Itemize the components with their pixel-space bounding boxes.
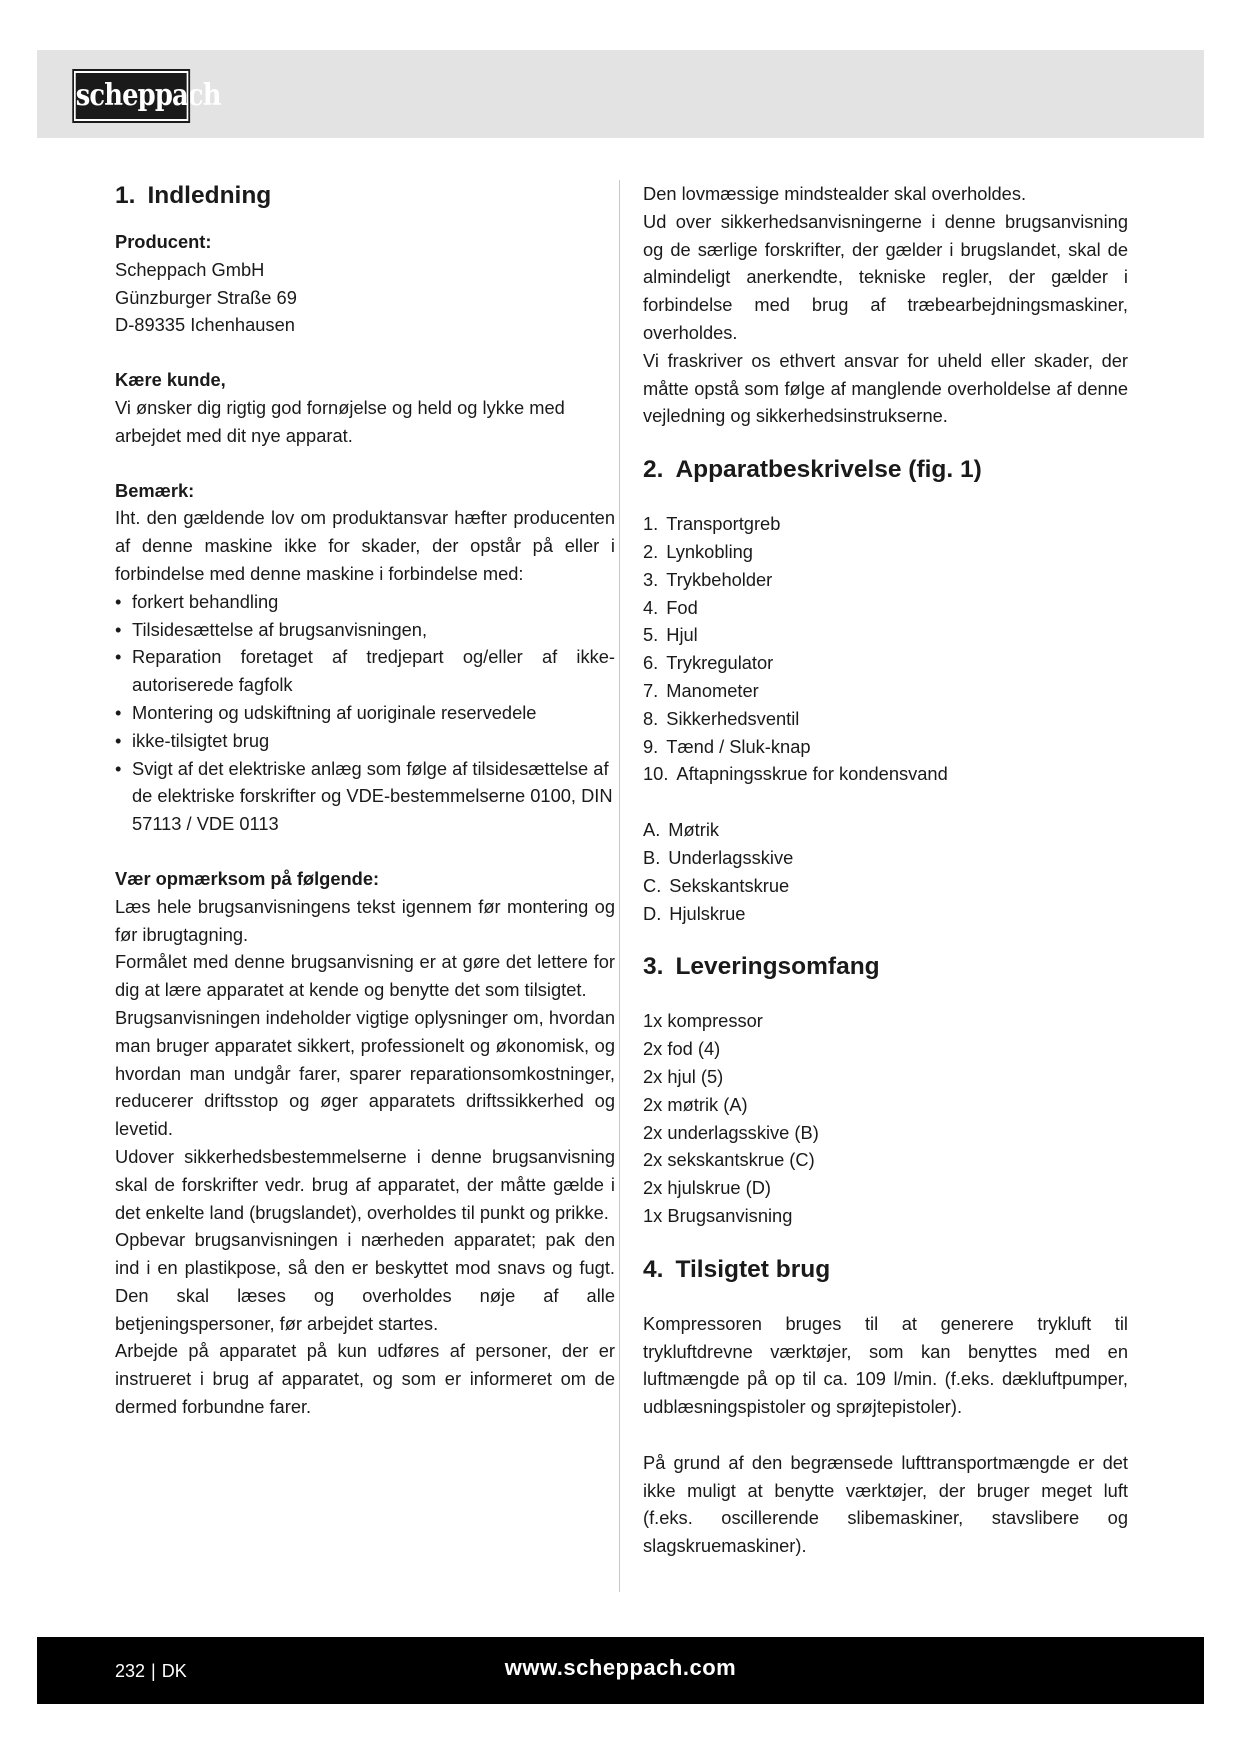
intended-use-paragraph: Kompressoren bruges til at generere trykluft til trykluftdrevne værktøjer, som kan benyttes med en luftmængde på op til ca. 109 l/min. (f.eks. dækluftpumper, udblæsningspistoler og sprøjtepistoler). bbox=[643, 1312, 1128, 1418]
list-item: 2x hjul (5) bbox=[643, 1065, 724, 1087]
note-label: Bemærk: bbox=[115, 479, 195, 501]
list-item bbox=[643, 677, 1128, 705]
item-text: Hjulskrue bbox=[669, 902, 746, 924]
list-item bbox=[643, 733, 1128, 761]
right-column bbox=[643, 180, 1128, 1560]
section-number: 2. bbox=[643, 456, 664, 484]
item-index: 8. bbox=[643, 707, 659, 729]
item-index: 9. bbox=[643, 735, 659, 757]
item-text: Møtrik bbox=[668, 819, 720, 841]
attention-paragraph: Læs hele brugsanvisningens tekst igennem før montering og før ibrugtagning. bbox=[115, 895, 615, 945]
list-item: 1x kompressor bbox=[643, 1010, 763, 1032]
list-item: 1x Brugsanvisning bbox=[643, 1204, 793, 1226]
attention-paragraph: Udover sikkerhedsbestemmelserne i denne brugsanvisning skal de forskrifter vedr. brug af apparatet, der måtte gælde i det enkelte land (brugslandet), overholdes til punkt og prikke. bbox=[115, 1145, 615, 1223]
list-item: • Reparation foretaget af tredjepart og/eller af ikke-autoriserede fagfolk bbox=[115, 643, 615, 699]
list-item: • Svigt af det elektriske anlæg som følge af tilsidesættelse af de elektriske forskrifter og VDE-bestemmelserne 0100, DIN 57113 / VDE 0113 bbox=[115, 755, 615, 838]
greeting-label: Kære kunde, bbox=[115, 369, 226, 391]
list-item: 2x fod (4) bbox=[643, 1038, 721, 1060]
page-footer bbox=[37, 1637, 1204, 1704]
list-item bbox=[643, 566, 1128, 594]
item-index: 4. bbox=[643, 596, 659, 618]
item-index: 1. bbox=[643, 513, 659, 535]
list-item: • forkert behandling bbox=[115, 588, 615, 616]
section-number: 1. bbox=[115, 182, 136, 209]
section-4-heading bbox=[643, 1254, 1128, 1286]
section-3-heading bbox=[643, 951, 1128, 983]
intro-paragraph: Vi fraskriver os ethvert ansvar for uheld eller skader, der måtte opstå som følge af manglende overholdelse af denne vejledning og sikkerhedsinstrukserne. bbox=[643, 349, 1128, 427]
item-text: Trykbeholder bbox=[666, 568, 773, 590]
item-text: Manometer bbox=[666, 679, 759, 701]
item-index: D. bbox=[643, 902, 662, 924]
section-2-heading bbox=[643, 454, 1128, 486]
list-item bbox=[643, 510, 1128, 538]
list-item bbox=[643, 538, 1128, 566]
producer-line: Scheppach GmbH bbox=[115, 258, 265, 280]
list-item bbox=[643, 844, 1128, 872]
assembly-parts-list bbox=[643, 816, 1128, 927]
language-code: DK bbox=[161, 1661, 187, 1681]
list-item bbox=[643, 649, 1128, 677]
item-text: Lynkobling bbox=[666, 540, 753, 562]
separator: | bbox=[151, 1661, 156, 1681]
section-1-heading bbox=[115, 180, 615, 212]
scheppach-logo: scheppach bbox=[74, 71, 188, 121]
list-item bbox=[643, 872, 1128, 900]
device-parts-list bbox=[643, 510, 1128, 788]
liability-list bbox=[115, 588, 615, 838]
producer-line: D-89335 Ichenhausen bbox=[115, 314, 295, 336]
item-text: Aftapningsskrue for kondensvand bbox=[676, 763, 948, 785]
list-item bbox=[643, 760, 1128, 788]
note-text: Iht. den gældende lov om produktansvar hæfter producenten af denne maskine ikke for skader, der opstår på eller i forbindelse med denne maskine i forbindelse med: bbox=[115, 507, 615, 584]
item-index: 7. bbox=[643, 679, 659, 701]
attention-paragraph: Arbejde på apparatet på kun udføres af personer, der er instrueret i brug af apparatet, og som er informeret om de dermed forbundne farer. bbox=[115, 1340, 615, 1418]
list-item: • Montering og udskiftning af uoriginale reservedele bbox=[115, 699, 615, 727]
list-item: • Tilsidesættelse af brugsanvisningen, bbox=[115, 616, 615, 644]
left-column bbox=[115, 180, 615, 1421]
page-number-value: 232 bbox=[115, 1661, 146, 1681]
item-index: 6. bbox=[643, 652, 659, 674]
item-index: 2. bbox=[643, 540, 659, 562]
section-title: Apparatbeskrivelse (fig. 1) bbox=[675, 456, 982, 484]
item-text: Sikkerhedsventil bbox=[666, 707, 800, 729]
column-divider bbox=[619, 180, 620, 1592]
attention-paragraph: Brugsanvisningen indeholder vigtige oplysninger om, hvordan man bruger apparatet sikkert, professionelt og økonomisk, og hvordan man undgår farer, sparer reparationsomkostninger, reducerer driftsstop og øger apparatets driftssikkerhed og levetid. bbox=[115, 1006, 615, 1140]
item-text: Tænd / Sluk-knap bbox=[666, 735, 811, 757]
item-text: Trykregulator bbox=[666, 652, 774, 674]
item-index: A. bbox=[643, 819, 661, 841]
list-item bbox=[643, 594, 1128, 622]
producer-label: Producent: bbox=[115, 231, 212, 252]
list-item: • ikke-tilsigtet brug bbox=[115, 727, 615, 755]
intro-paragraph: Ud over sikkerhedsanvisningerne i denne brugsanvisning og de særlige forskrifter, der gælder i brugslandet, skal de almindeligt anerkendte, tekniske regler, der gælder i forbindelse med brug af træbearbejdningsmaskiner, overholdes. bbox=[643, 210, 1128, 343]
intro-paragraph: Den lovmæssige mindstealder skal overholdes. bbox=[643, 183, 1027, 204]
item-text: Fod bbox=[666, 596, 698, 618]
list-item bbox=[643, 816, 1128, 844]
list-item: 2x hjulskrue (D) bbox=[643, 1177, 772, 1199]
section-title: Leveringsomfang bbox=[675, 953, 880, 981]
item-index: 10. bbox=[643, 763, 669, 785]
list-item: 2x underlagsskive (B) bbox=[643, 1121, 819, 1143]
section-title: Indledning bbox=[147, 182, 272, 209]
section-number: 3. bbox=[643, 953, 664, 981]
attention-label: Vær opmærksom på følgende: bbox=[115, 867, 380, 889]
item-text: Underlagsskive bbox=[668, 846, 794, 868]
item-text: Hjul bbox=[666, 624, 698, 646]
item-text: Transportgreb bbox=[666, 513, 781, 535]
item-text: Sekskantskrue bbox=[669, 874, 790, 896]
producer-line: Günzburger Straße 69 bbox=[115, 286, 297, 308]
website-link[interactable]: www.scheppach.com bbox=[504, 1655, 737, 1680]
section-title: Tilsigtet brug bbox=[675, 1255, 831, 1283]
item-index: B. bbox=[643, 846, 661, 868]
attention-paragraph: Opbevar brugsanvisningen i nærheden apparatet; pak den ind i en plastikpose, så den er beskyttet mod snavs og fugt. Den skal læses og overholdes nøje af alle betjeningspersoner, før arbejdet startes. bbox=[115, 1229, 615, 1334]
page-header bbox=[37, 50, 1204, 138]
greeting-text: Vi ønsker dig rigtig god fornøjelse og held og lykke med arbejdet med dit nye apparat. bbox=[115, 396, 565, 446]
delivery-list bbox=[643, 1007, 1128, 1229]
item-index: 3. bbox=[643, 568, 659, 590]
section-number: 4. bbox=[643, 1255, 664, 1283]
list-item bbox=[643, 705, 1128, 733]
list-item bbox=[643, 621, 1128, 649]
item-index: 5. bbox=[643, 624, 659, 646]
item-index: C. bbox=[643, 874, 662, 896]
list-item bbox=[643, 900, 1128, 928]
list-item: 2x møtrik (A) bbox=[643, 1093, 748, 1115]
intended-use-paragraph: På grund af den begrænsede lufttransportmængde er det ikke muligt at benytte værktøjer, der bruger meget luft (f.eks. oscillerende slibemaskiner, stavslibere og slagskruemaskiner). bbox=[643, 1451, 1128, 1557]
attention-paragraph: Formålet med denne brugsanvisning er at gøre det lettere for dig at lære apparatet at kende og benytte det som tilsigtet. bbox=[115, 951, 615, 1001]
list-item: 2x sekskantskrue (C) bbox=[643, 1149, 815, 1171]
